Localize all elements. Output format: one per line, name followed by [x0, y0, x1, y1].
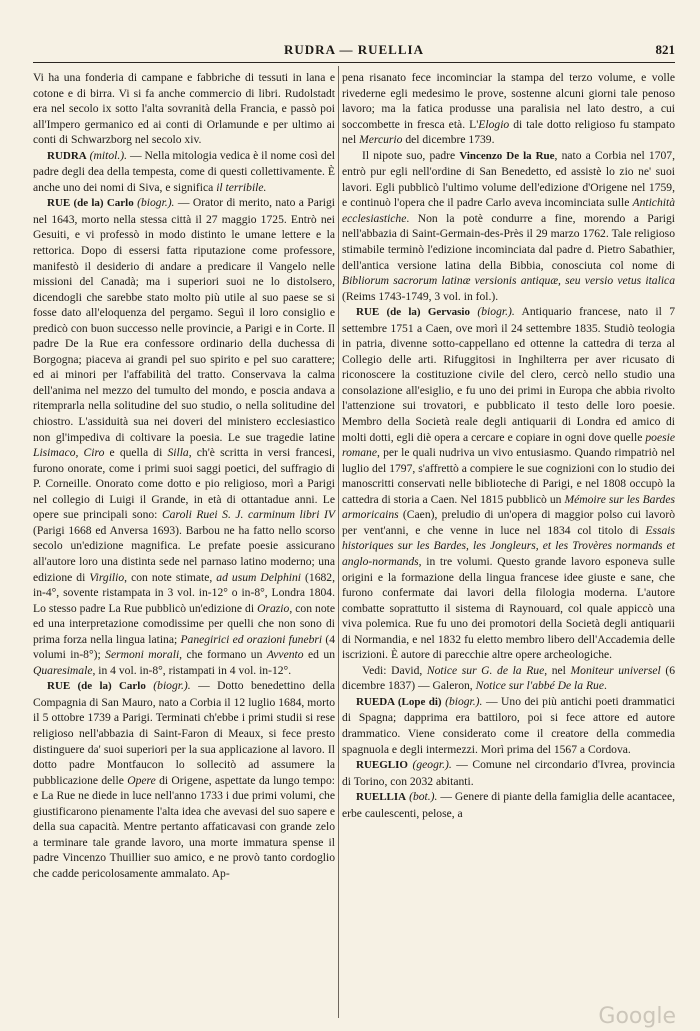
italic-title: Silla [167, 446, 189, 460]
italic-title: Panegirici ed orazioni funebri [180, 632, 323, 646]
italic-title: Mercurio [359, 133, 403, 147]
page-header [33, 42, 675, 63]
entry-rue-gervasio [342, 304, 675, 663]
paragraph-vincenzo-de-la-rue [342, 148, 675, 304]
headword: RUE (de la) Carlo [47, 197, 134, 210]
entry-text: — Comune nel circondario d'Ivrea, provincia di Torino, con 2032 abitanti. [342, 758, 675, 788]
column-divider [338, 66, 339, 1018]
entry-text: Vedi: David, [362, 663, 427, 677]
entry-rueglio [342, 757, 675, 789]
page-number: 821 [655, 42, 675, 57]
entry-text: . Non la potè condurre a fine, morendo a Parigi nell'abbazia di Saint-Germain-des-Près il 29 marzo 1762. Tale religioso stimabile terminò l'edizione incominciata dal padre d. Pietro Sabathier, dell'antica versione latina della Bibbia, conosciuta col nome di [342, 211, 675, 272]
italic-title: Avvento [266, 648, 304, 662]
entry-text: (Caen), preludio di un'opera di maggior polso cui lavorò per vent'anni, e che venne in luce nel 1834 col titolo di [342, 508, 675, 537]
headword: Vincenzo De la Rue [459, 149, 555, 162]
italic-title: Caroli Ruei S. J. carminum libri IV [161, 508, 335, 522]
entry-ruellia [342, 789, 675, 821]
italic-term: il terribile. [216, 180, 267, 194]
italic-title: Notice sur G. de la Rue [426, 663, 545, 677]
entry-text: — Dotto benedettino della Compagnia di San Mauro, nato a Corbia il 12 luglio 1684, morto il 5 ottobre 1739 a Parigi. Terminati ch'ebbe i primi studii si rese religioso nell'abbazia di Saint-Faron di Meaux, si fece presto distinguere da' suoi superiori per la sua applicazione al lavoro. Il dotto padre Montfaucon lo sollecitò ad assumere la pubblicazione delle [33, 679, 335, 787]
entry-text: di tale dotto religioso fu stampato nel [342, 117, 675, 147]
italic-title: Mémoire sur les Bardes armoricains [342, 492, 675, 522]
italic-title: Notice sur l'abbé De la Rue [475, 679, 604, 693]
entry-text: , nato a Corbia nel 1707, entrò pur egli nell'ordine di San Benedetto, ed assistè lo zio ne' suoi lavori. Egli pubblicò l'ultimo volume dell'edizione d'Origene nel 1759, e continuò l'opera che il padre Carlo aveva incominciata sulle [342, 148, 675, 210]
category: (biogr.). [477, 305, 515, 319]
entry-rue-carlo-orator [33, 195, 335, 678]
paragraph-vedi [342, 663, 675, 694]
italic-title: Opere [127, 773, 156, 787]
headword: RUELLIA [356, 791, 407, 804]
italic-title: Orazio [257, 601, 290, 615]
right-column [342, 70, 675, 821]
entry-text: (1682, in-4°, sovente ristampata in 3 vol. in-12° o in-8°, Londra 1804. Lo stesso padre La Rue pubblicò un'edizione di [33, 570, 335, 615]
entry-rudra [33, 148, 335, 196]
italic-title: Elogio [478, 117, 510, 131]
headword: RUEGLIO [356, 759, 408, 772]
category: (geogr.). [412, 758, 452, 772]
entry-text: , in 4 vol. in-8°, ristampati in 4 vol. in-12°. [92, 663, 292, 677]
entry-text: (6 dicembre 1837) — Galeron, [342, 663, 676, 693]
entry-text: , in tre volumi. Questo grande lavoro esponeva sulle origini e la formazione della lingua francese idee giuste e sane, che furono confermate dai lavori della filologia moderna. L'autore combatte soprattutto il sistema di Raynouard, col quale appiccò una viva polemica. Rue fu uno dei promotori della Società degli antiquarii di Normandia, e nel 1832 fu eletto membro libero dell'Accademia delle iscrizioni. È autore di parecchie altre opere archeologiche. [342, 554, 675, 662]
entry-text: del dicembre 1739. [402, 133, 495, 147]
entry-text: — Orator di merito, nato a Parigi nel 1643, morto nella stessa città il 27 maggio 1725. Entrò nei Gesuiti, e vi professò in modo distinto le umane lettere e la rettorica. Dopo di essersi fatta riputazione come professore, manifestò il desiderio di andare a predicare il Vangelo nelle missioni del Canadà; ma i superiori suoi ne lo distolsero, dicendogli che sarebbe stato molto più utile al suo paese se si fosse dato all'eloquenza del pergamo. Seguì il loro consiglio e predicò con buon successo nelle provincie, a Parigi e in Corte. Il padre De la Rue era confessore ordinario della duchessa di Borgogna; piaceva ai grandi pel suo spirito e pel suo carattere; ed ai minori per l'affabilità del tratto. Conservava la calma dell'anima nel mezzo del tumulto del mondo, e poscia andava a ritemprarla nella solitudine del suo studio, o nella solitudine del chiostro. L'assiduità sua nei doveri del ministero ecclesiastico non gl'impediva di coltivare la poesia. Le sue tragedie latine [33, 196, 335, 444]
italic-title: Sermoni morali [105, 648, 180, 662]
entry-text: (Parigi 1668 ed Anversa 1693). Barbou ne ha fatto nello scorso secolo un'edizione magnifica. Le prefate poesie assicurano all'autore loro una distinta sede nel parnaso latino moderno; una edizione di [33, 523, 335, 584]
entry-text: , con note ed una interpretazione comodissime per quelli che non sono di prima forza nella lingua latina; [33, 601, 335, 646]
italic-title: Quaresimale [33, 663, 93, 677]
italic-title: Virgilio [89, 570, 125, 584]
category: (biogr.). [445, 694, 483, 708]
entry-text: di Origene, aspettate da lungo tempo: e La Rue ne diede in luce nell'anno 1733 i due primi volumi, che giustificarono pienamente l'alta idea che avevasi del suo sapere e della sua capacità. Mentre pertanto affaticavasi con grande zelo a terminare tale grande lavoro, una morte immatura spense il padre Vincenzo Thuillier suo amico, e ne provò tanto cordoglio che cadde pericolosamente ammalato. Ap- [33, 773, 335, 880]
entry-text: , che formano un [179, 648, 267, 662]
headword: RUE (de la) Carlo [47, 680, 146, 693]
entry-text: — Uno dei più antichi poeti drammatici di Spagna; dapprima era battiloro, poi si fece attore ed autore drammatico. Viene considerato come il creatore della commedia spagnuola e degli intermezzi. Morì prima del 1567 a Cordova. [342, 694, 676, 756]
category: (mitol.). [89, 148, 128, 162]
italic-title: Bibliorum sacrorum latinæ versionis antiquæ, seu versio vetus italica [342, 274, 675, 288]
entry-text: , nel [544, 663, 571, 677]
entry-text: e quella di [104, 446, 168, 460]
entry-text: , con note stimate, [124, 570, 217, 584]
headword: RUDRA [47, 149, 87, 162]
entry-text: . [603, 679, 607, 693]
category: (biogr.). [137, 196, 175, 210]
entry-text: ed un [303, 648, 335, 662]
italic-title: Essais historiques sur les Bardes, les Jongleurs, et les Trovères normands et anglo-normands [342, 523, 675, 568]
entry-text: Il nipote suo, padre [362, 148, 460, 162]
running-title: RUDRA — RUELLIA [284, 42, 424, 57]
entry-text: — Nella mitologia vedica è il nome così del padre degli dea della tempesta, come di questi collettivamente. È anche uno dei nomi di Siva, e significa [33, 148, 335, 194]
italic-title: poesie romane [342, 430, 675, 460]
headword: RUEDA (Lope di) [356, 695, 442, 708]
entry-text: (Reims 1743-1749, 3 vol. in fol.). [342, 289, 499, 303]
entry-text: pena risanato fece incominciar la stampa del terzo volume, e volle rivederne egli medesimo le prove, sostenne alcuni giorni tale penoso lavoro; ma la fatica produsse una paralisia nel lato destro, a cui soccombette in fresca età. L' [342, 71, 675, 131]
left-column [33, 70, 335, 881]
scan-watermark: Google [598, 1004, 676, 1029]
italic-title: Lisimaco, Ciro [33, 446, 105, 460]
entry-rueda [342, 694, 675, 757]
entry-text: Antiquario francese, nato il 7 settembre 1751 a Caen, ove morì il 24 settembre 1835. Studiò teologia in patria, divenne sotto-cappellano ed ottenne la cattedra di terza al Collegio delle arti. Rifuggitosi in Inghilterra per aver ricusato di riconoscere la costituzione civile del clero, cercò nello studio una consolazione all'esiglio, e fu uno dei primi in Europa che abbia rivolto l'attenzione sui trovatori, e pubblicato il testo delle loro poesie. Membro della Società reale degli antiquarii di Londra ed amico di molti dotti, egli diè opera a cercare e copiare in ogni dove quelle [342, 305, 676, 444]
paragraph-rudolstadt-continued: Vi ha una fonderia di campane e fabbriche di tessuti in lana e cotone e di birra. Vi si fa anche commercio di libri. Rudolstadt era nel secolo ix sotto l'alta sovranità della Francia, e passò poi all'Impero germanico ed ai conti di Orlamunde e per ultimo ai conti di Schwarzborg nel secolo xiv. [33, 71, 335, 147]
italic-title: ad usum Delphini [216, 570, 301, 584]
entry-text: , ch'è scritta in versi francesi, furono onorate, come i primi suoi saggi poetici, del suffragio di P. Corneille. Onorato come dotto e pio religioso, morì a Parigi nel collegio di Luigi il Grande, in età di ottantadue anni. Le opere sue principali sono: [33, 446, 335, 522]
category: (biogr.). [153, 679, 191, 693]
headword: RUE (de la) Gervasio [356, 306, 470, 319]
entry-rue-carlo-continued [342, 70, 675, 148]
category: (bot.). [409, 790, 438, 804]
entry-text: , per le quali nudriva un vivo entusiasmo. Quando rimpatriò nel luglio del 1797, s'affrettò a compiere le sue cognizioni con lo studio dei manoscritti conservati nelle biblioteche di Parigi, e nel 1808 occupò la cattedra di storia a Caen. Nel 1815 pubblicò un [342, 446, 675, 506]
entry-text: — Genere di piante della famiglia delle acantacee, erbe caulescenti, pelose, a [342, 790, 675, 820]
italic-title: Moniteur universel [570, 663, 661, 677]
entry-text: (4 volumi in-8°); [33, 632, 336, 662]
italic-title: Antichità ecclesiastiche [342, 196, 675, 225]
entry-rue-carlo-benedettino [33, 678, 335, 881]
